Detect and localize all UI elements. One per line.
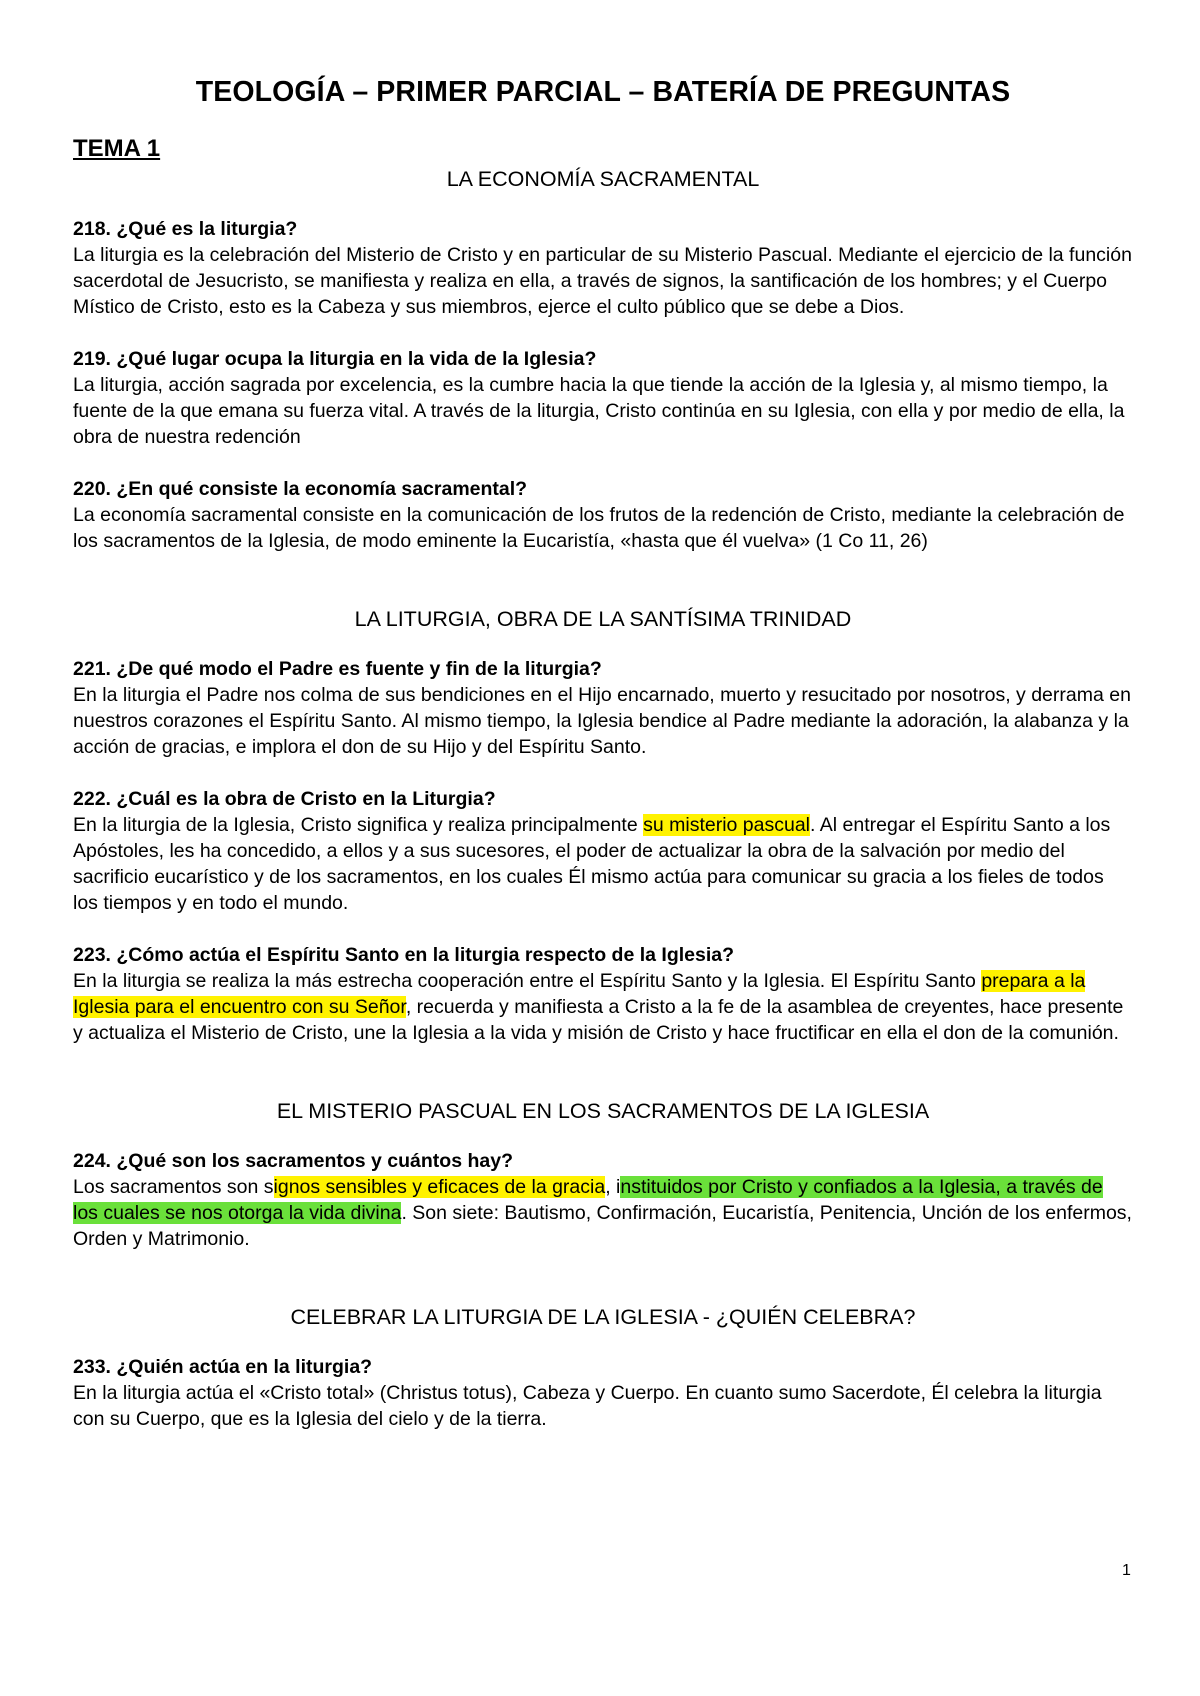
question: 223. ¿Cómo actúa el Espíritu Santo en la liturgia respecto de la Iglesia? [73,944,735,966]
answer-text: . Son siete: Bautismo, Confirmación, Eucaristía, Penitencia, Unción de los enfermos, Orden y Matrimonio. [73,1202,1132,1250]
answer-text: . Al entregar el Espíritu Santo a los Apóstoles, les ha concedido, a ellos y a sus sucesores, el poder de actualizar la obra de la salvación por medio del sacrificio eucarístico y de los sacramentos, en los cuales Él mismo actúa para comunicar su gracia a los fieles de todos los tiempos y en todo el mundo. [73,814,1111,914]
section-heading: LA LITURGIA, OBRA DE LA SANTÍSIMA TRINIDAD [354,607,852,631]
question-block [73,656,1133,760]
question-block [73,1148,1133,1252]
answer-text: Los sacramentos son s [73,1176,274,1198]
answer-text: En la liturgia se realiza la más estrecha cooperación entre el Espíritu Santo y la Iglesia. El Espíritu Santo [73,970,982,992]
question: 218. ¿Qué es la liturgia? [73,218,298,240]
answer: La liturgia es la celebración del Misterio de Cristo y en particular de su Misterio Pascual. Mediante el ejercicio de la función sacerdotal de Jesucristo, se manifiesta y realiza en ella, a través de signos, la santificación de los hombres; y el Cuerpo Místico de Cristo, esto es la Cabeza y sus miembros, ejerce el culto público que se debe a Dios. [73,244,1132,318]
section-heading: CELEBRAR LA LITURGIA DE LA IGLESIA - ¿QUIÉN CELEBRA? [290,1305,916,1329]
answer: En la liturgia el Padre nos colma de sus bendiciones en el Hijo encarnado, muerto y resucitado por nosotros, y derrama en nuestros corazones el Espíritu Santo. Al mismo tiempo, la Iglesia bendice al Padre mediante la adoración, la alabanza y la acción de gracias, e implora el don de su Hijo y del Espíritu Santo. [73,684,1131,758]
question-block [73,476,1133,554]
document-title: TEOLOGÍA – PRIMER PARCIAL – BATERÍA DE PREGUNTAS [195,76,1011,108]
question-block [73,942,1133,1046]
question-block [73,786,1133,916]
question-block [73,216,1133,320]
answer: En la liturgia actúa el «Cristo total» (Christus totus), Cabeza y Cuerpo. En cuanto sumo Sacerdote, Él celebra la liturgia con su Cuerpo, que es la Iglesia del cielo y de la tierra. [73,1382,1102,1430]
answer-text: , recuerda y manifiesta a Cristo a la fe de la asamblea de creyentes, hace presente y actualiza el Misterio de Cristo, une la Iglesia a la vida y misión de Cristo y hace fructificar en ella el don de la comunión. [73,996,1124,1044]
answer [73,812,1133,916]
section-heading: EL MISTERIO PASCUAL EN LOS SACRAMENTOS DE LA IGLESIA [276,1099,930,1123]
highlighted-text: su misterio pascual [643,814,811,836]
page-number: 1 [1122,1562,1131,1579]
document-page [73,68,1133,1432]
answer-text: En la liturgia de la Iglesia, Cristo significa y realiza principalmente [73,814,644,836]
tema-heading: TEMA 1 [73,135,161,162]
highlighted-text: nstituidos por Cristo y confiados a la Iglesia, a través de los cuales se nos otorga la vida divina [73,1176,1103,1224]
answer [73,1174,1133,1252]
question: 221. ¿De qué modo el Padre es fuente y fin de la liturgia? [73,658,602,680]
question: 233. ¿Quién actúa en la liturgia? [73,1356,373,1378]
answer: La economía sacramental consiste en la comunicación de los frutos de la redención de Cristo, mediante la celebración de los sacramentos de la Iglesia, de modo eminente la Eucaristía, «hasta que él vuelva» (1 Co 11, 26) [73,504,1125,552]
highlighted-text: prepara a la Iglesia para el encuentro con su Señor [73,970,1086,1018]
highlighted-text: ignos sensibles y eficaces de la gracia [273,1176,606,1198]
question: 219. ¿Qué lugar ocupa la liturgia en la vida de la Iglesia? [73,348,597,370]
answer: La liturgia, acción sagrada por excelencia, es la cumbre hacia la que tiende la acción de la Iglesia y, al mismo tiempo, la fuente de la que emana su fuerza vital. A través de la liturgia, Cristo continúa en su Iglesia, con ella y por medio de ella, la obra de nuestra redención [73,374,1125,448]
question-block [73,1354,1133,1432]
section-heading: LA ECONOMÍA SACRAMENTAL [446,167,760,191]
question: 222. ¿Cuál es la obra de Cristo en la Liturgia? [73,788,496,810]
question: 224. ¿Qué son los sacramentos y cuántos hay? [73,1150,513,1172]
question: 220. ¿En qué consiste la economía sacramental? [73,478,528,500]
answer [73,968,1133,1046]
answer-text: , i [605,1176,621,1198]
question-block [73,346,1133,450]
